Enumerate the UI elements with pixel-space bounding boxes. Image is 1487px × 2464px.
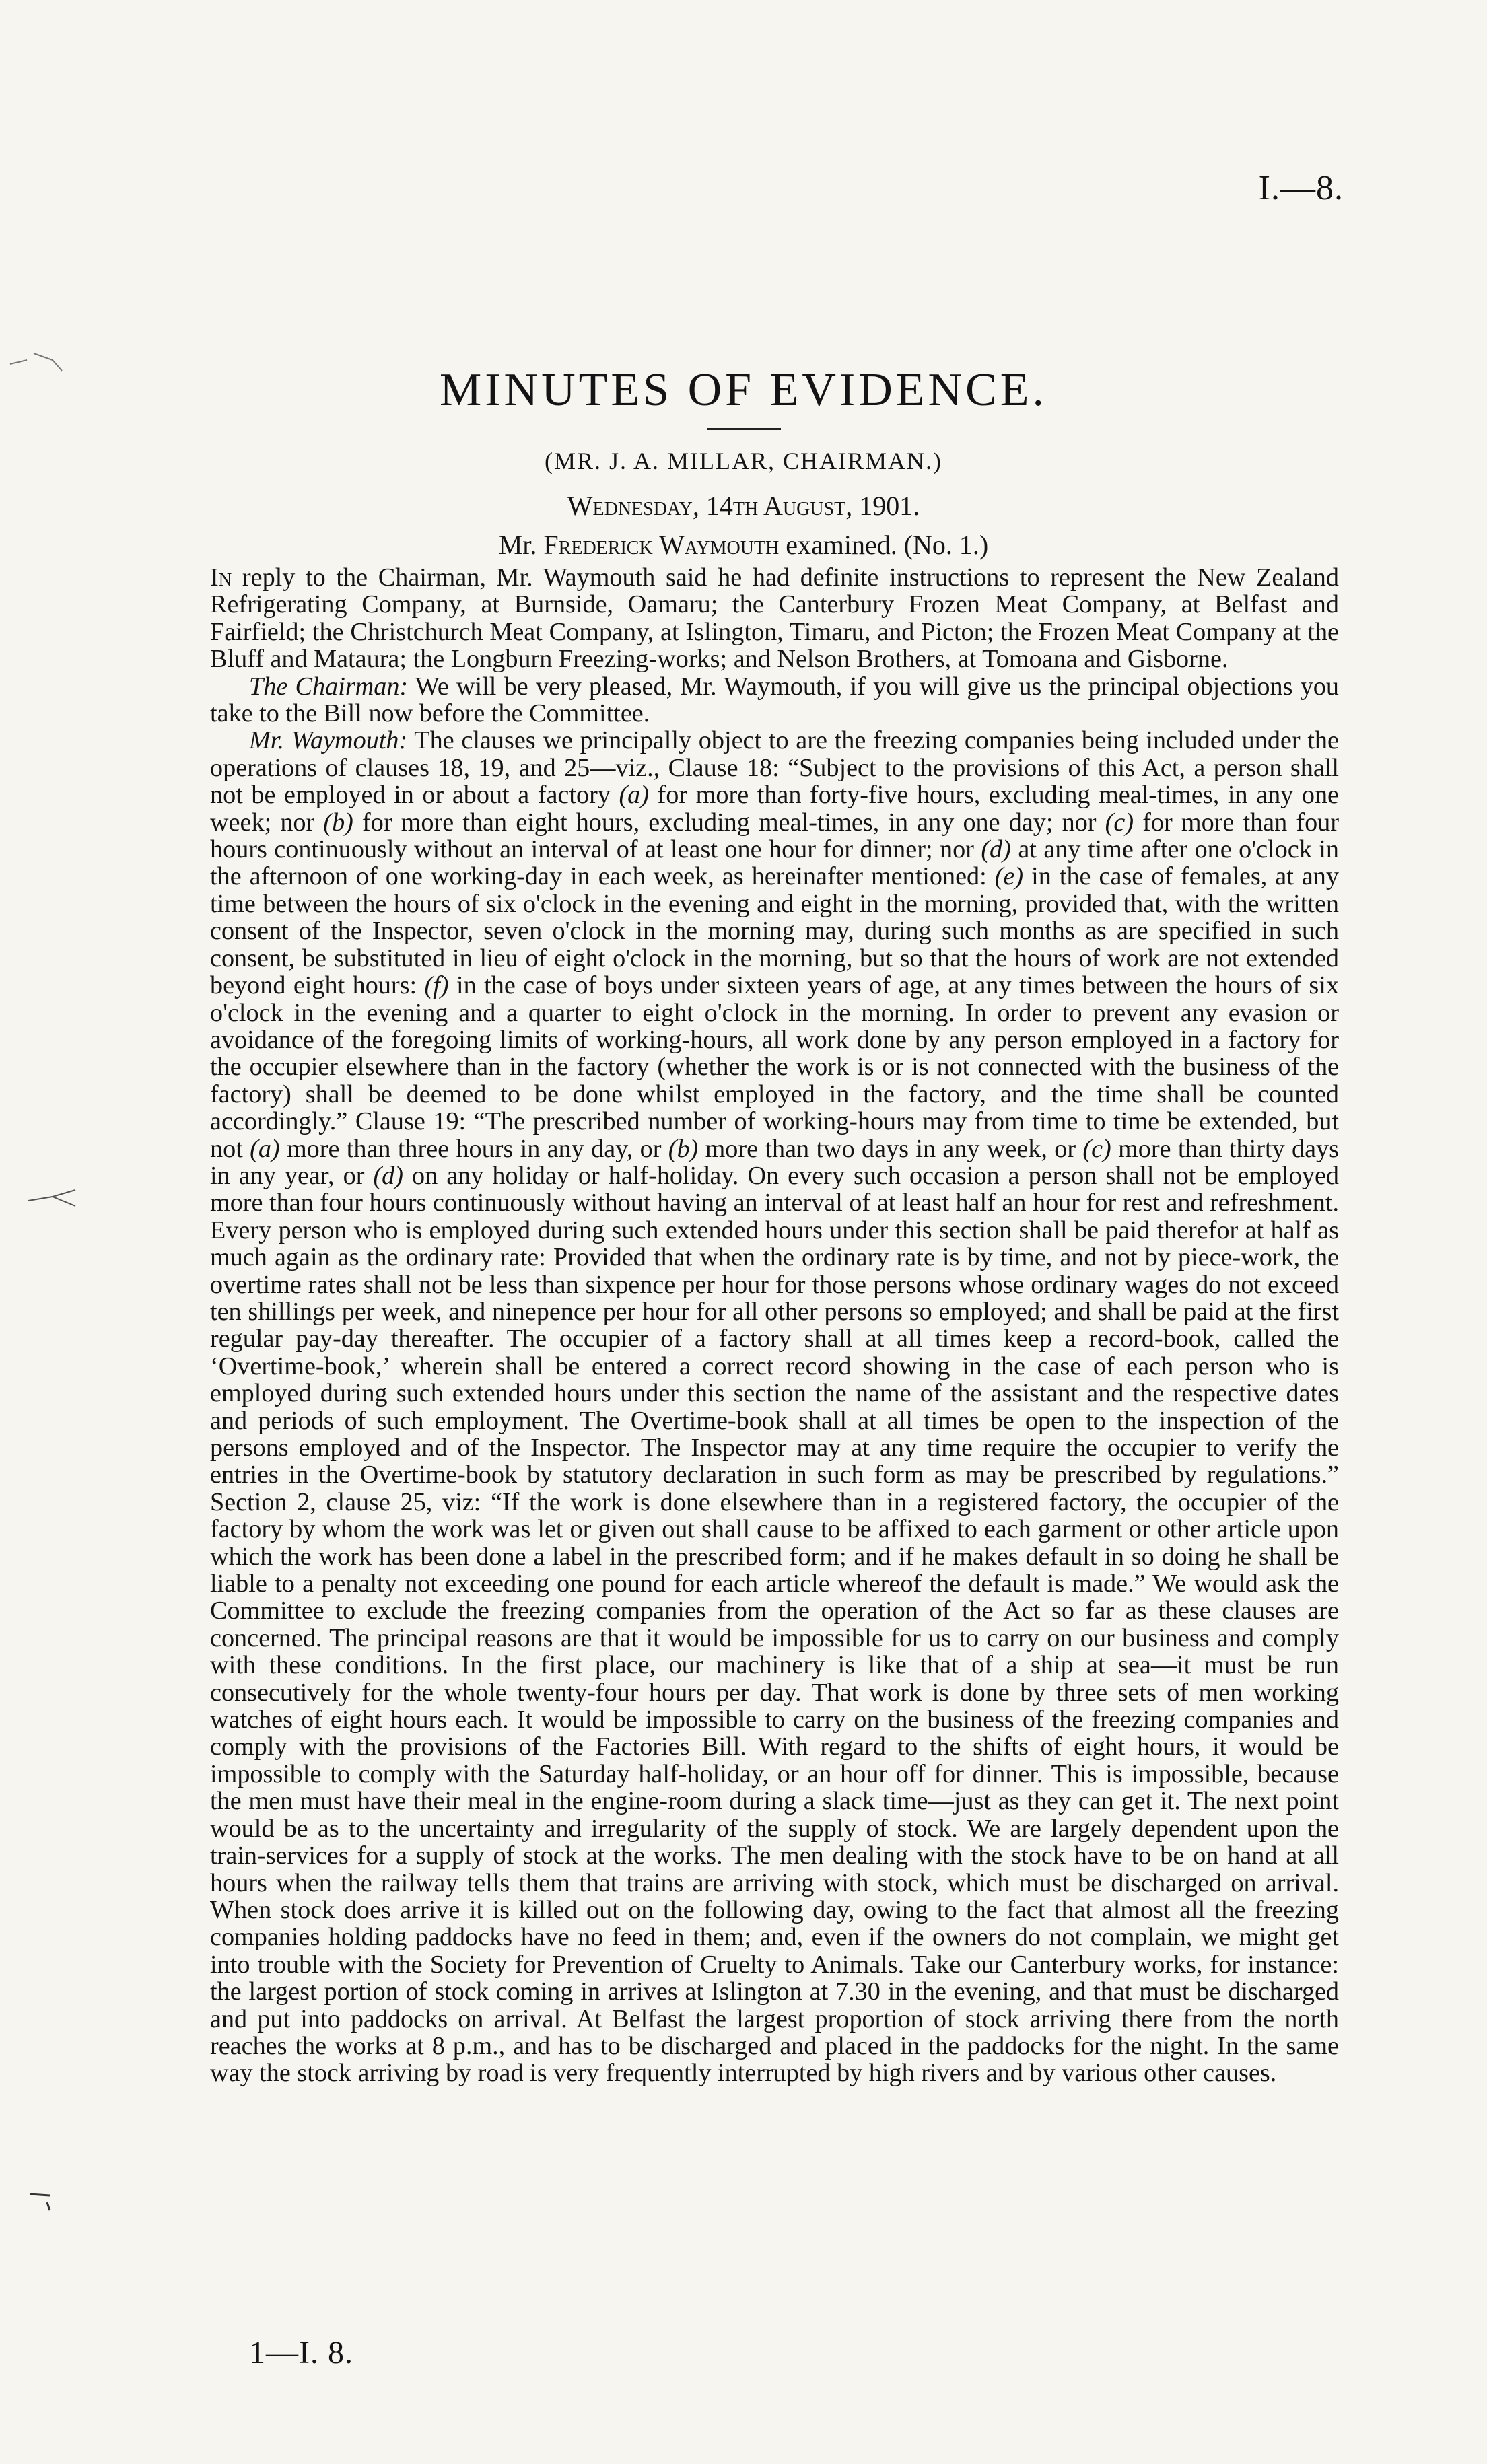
paragraph-intro xyxy=(210,564,1339,673)
witness-suffix: examined. (No. 1.) xyxy=(786,530,989,560)
text-segment: at any time after one o'clock in the afternoon of one working-day in each week, as hereinafter mentioned: xyxy=(210,835,1339,891)
paragraph-waymouth xyxy=(210,727,1339,2086)
paragraph-chairman xyxy=(210,673,1339,728)
clause-marker: (b) xyxy=(323,808,353,837)
clause-marker: (d) xyxy=(373,1161,403,1190)
title-rule xyxy=(707,428,781,430)
scan-mark-icon xyxy=(27,2187,61,2214)
clause-marker: (c) xyxy=(1082,1134,1111,1163)
chairman-line: (MR. J. A. MILLAR, CHAIRMAN.) xyxy=(544,448,943,474)
signature-mark: 1—I. 8. xyxy=(249,2335,353,2370)
text-segment: for more than four hours continuously without an interval of at least one hour for dinner; nor xyxy=(210,808,1339,864)
witness-prefix: Mr. xyxy=(498,530,537,560)
speaker-waymouth: Mr. Waymouth: xyxy=(249,726,408,755)
clause-marker: (d) xyxy=(981,835,1011,864)
text-segment: in the case of females, at any time between the hours of six o'clock in the evening and eight in the morning, provided that, with the written consent of the Inspector, seven o'clock in the morning may, during such months as are specified in such consent, be substituted in lieu of eight o'clock in the morning, but so that the hours of work are not extended beyond eight hours: xyxy=(210,862,1339,1000)
scan-mark-icon xyxy=(7,340,67,374)
text-segment: in the case of boys under sixteen years of age, at any times between the hours of six o'clock in the evening and a quarter to eight o'clock in the morning. In order to prevent any evasion or avoidance of the foregoing limits of working-hours, all work done by any person employed in a factory for the occupier elsewhere than in the factory (whether the work is or is not connected with the business of the factory) shall be deemed to be done whilst employed in the factory, and the time shall be counted accordingly.” Clause 19: “The prescribed number of working-hours may from time to time be extended, but not xyxy=(210,971,1339,1163)
clause-marker: (a) xyxy=(619,781,649,810)
page-title: MINUTES OF EVIDENCE. xyxy=(439,364,1048,416)
text-segment: more than three hours in any day, or xyxy=(279,1134,668,1163)
text-segment: for more than eight hours, excluding meal-times, in any one day; nor xyxy=(353,808,1105,837)
speaker-chairman: The Chairman: xyxy=(249,672,409,701)
session-date: Wednesday, 14th August, 1901. xyxy=(567,491,920,521)
clause-marker: (e) xyxy=(994,862,1024,891)
clause-marker: (f) xyxy=(424,971,449,1000)
paper-reference: I.—8. xyxy=(1258,169,1344,207)
text-segment: more than two days in any week, or xyxy=(698,1134,1083,1163)
clause-marker: (a) xyxy=(250,1134,280,1163)
witness-name: Frederick Waymouth xyxy=(543,530,780,560)
clause-marker: (c) xyxy=(1105,808,1134,837)
text-segment: The clauses we principally object to are the freezing companies being included under the operations of clauses 18, 19, and 25—viz., Clause 18: “Subject to the provisions of this Act, a person shall not be employed in or about a factory xyxy=(210,726,1339,810)
paragraph-lead: In xyxy=(210,563,232,592)
paragraph-text: We will be very pleased, Mr. Waymouth, if you will give us the principal objections you take to the Bill now before the Committee. xyxy=(210,672,1339,728)
clause-marker: (b) xyxy=(668,1134,699,1163)
scan-mark-icon xyxy=(26,1185,79,1211)
text-segment: on any holiday or half-holiday. On every such occasion a person shall not be employed more than four hours continuously without having an interval of at least half an hour for rest and refreshment. Every person who is employed during such extended hours under this section shall be paid therefor at half as much again as the ordinary rate: Provided that when the ordinary rate is by time, and not by piece-work, the overtime rates shall not be less than sixpence per hour for those persons whose ordinary wages do not exceed ten shillings per week, and ninepence per hour for all other persons so employed; and shall be paid at the first regular pay-day thereafter. The occupier of a factory shall at all times keep a record-book, called the ‘Overtime-book,’ wherein shall be entered a correct record showing in the case of each person who is employed during such extended hours under this section the name of the assistant and the respective dates and periods of such employment. The Overtime-book shall at all times be open to the inspection of the persons employed and of the Inspector. The Inspector may at any time require the occupier to verify the entries in the Overtime-book by statutory declaration in such form as may be prescribed by regulations.” Section 2, clause 25, viz: “If the work is done elsewhere than in a registered factory, the occupier of the factory by whom the work was let or given out shall cause to be affixed to each garment or other article upon which the work has been done a label in the prescribed form; and if he makes default in so doing he shall be liable to a penalty not exceeding one pound for each article whereof the default is made.” We would ask the Committee to exclude the freezing companies from the operation of the Act so far as these clauses are concerned. The principal reasons are that it would be impossible for us to carry on our business and comply with these conditions. In the first place, our machinery is like that of a ship at sea—it must be run consecutively for the whole twenty-four hours per day. That work is done by three sets of men working watches of eight hours each. It would be impossible to carry on the business of the freezing companies and comply with the provisions of the Factories Bill. With regard to the shifts of eight hours, it would be impossible to comply with the Saturday half-holiday, or an hour off for dinner. This is impossible, because the men must have their meal in the engine-room during a slack time—just as they can get it. The next point would be as to the uncertainty and irregularity of the supply of stock. We are largely dependent upon the train-services for a supply of stock at the works. The men dealing with the stock have to be on hand at all hours when the railway tells them that trains are arriving with stock, which must be discharged on arrival. When stock does arrive it is killed out on the following day, owing to the fact that almost all the freezing companies holding paddocks have no feed in them; and, even if the owners do not complain, we might get into trouble with the Society for Prevention of Cruelty to Animals. Take our Canterbury works, for instance: the largest portion of stock coming in arrives at Islington at 7.30 in the evening, and that must be discharged and put into paddocks on arrival. At Belfast the largest proportion of stock arriving there from the north reaches the works at 8 p.m., and has to be discharged and placed in the paddocks for the night. In the same way the stock arriving by road is very frequently interrupted by high rivers and by various other causes. xyxy=(210,1161,1339,2088)
paragraph-text: reply to the Chairman, Mr. Waymouth said he had definite instructions to represent the New Zealand Refrigerating Company, at Burnside, Oamaru; the Canterbury Frozen Meat Company, at Belfast and Fairfield; the Christchurch Meat Company, at Islington, Timaru, and Picton; the Frozen Meat Company at the Bluff and Mataura; the Longburn Freezing-works; and Nelson Brothers, at Tomoana and Gisborne. xyxy=(210,563,1339,674)
text-segment: more than thirty days in any year, or xyxy=(210,1134,1339,1190)
witness-line xyxy=(0,529,1487,561)
evidence-body xyxy=(210,564,1339,2087)
text-segment: for more than forty-five hours, excluding meal-times, in any one week; nor xyxy=(210,781,1339,837)
